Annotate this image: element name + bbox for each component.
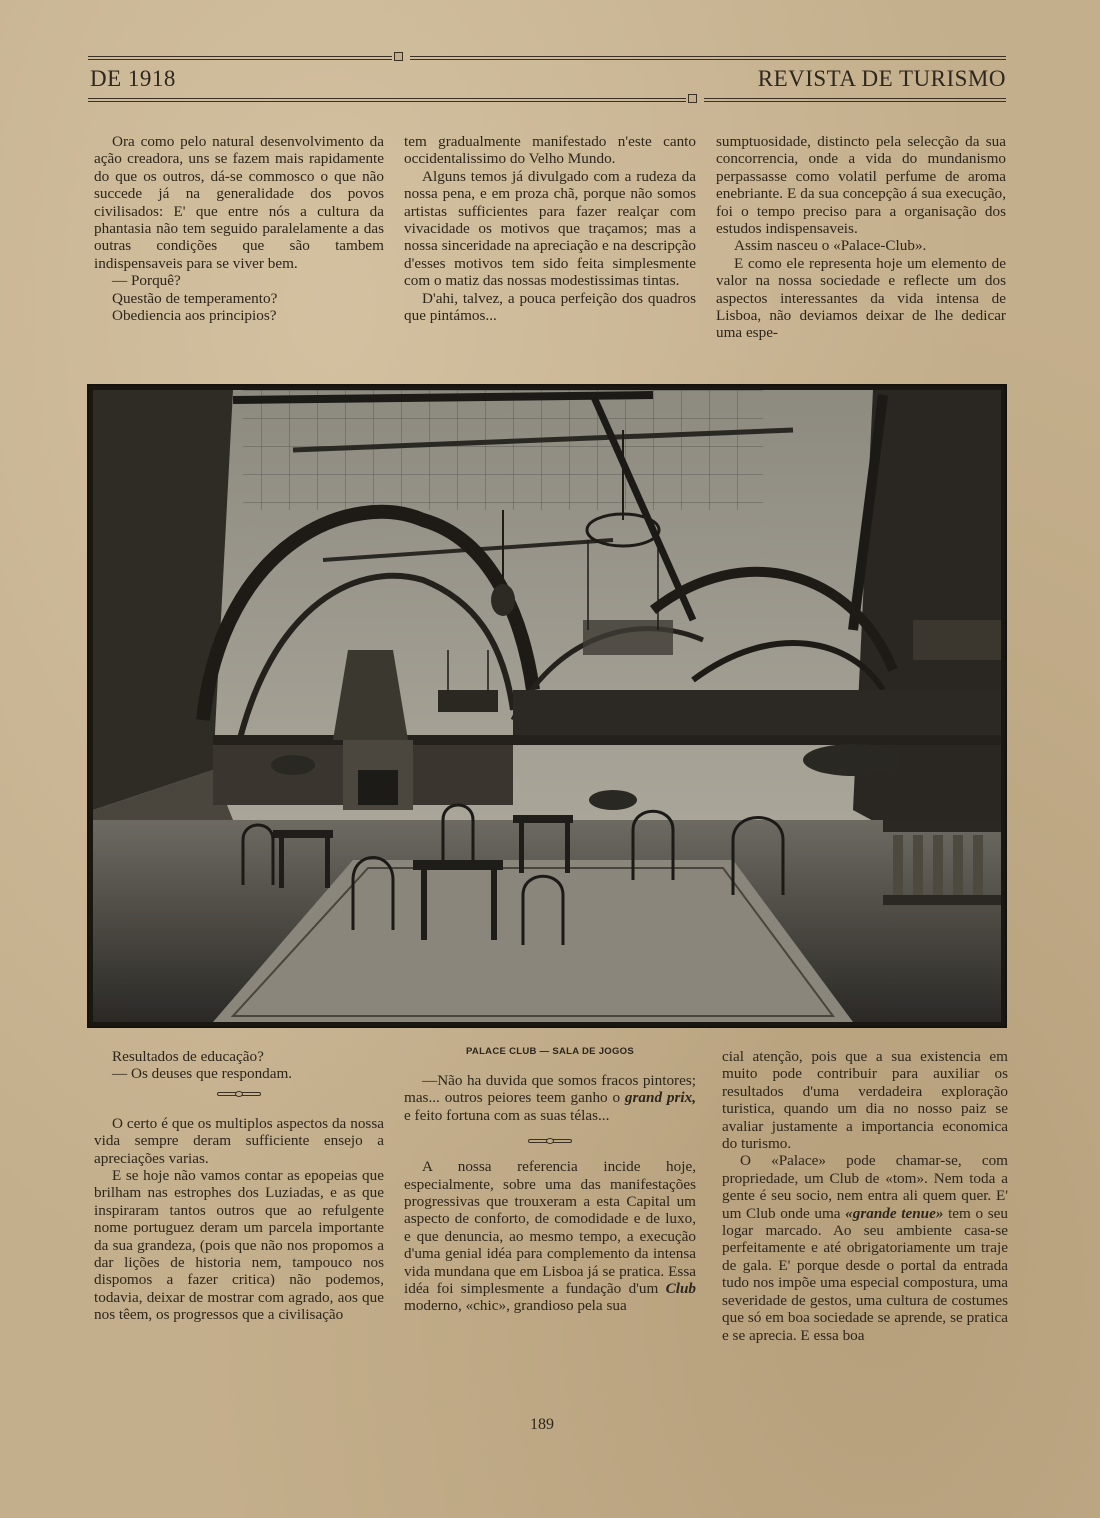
column-1-bottom [94, 1048, 384, 1324]
emphasis: grand prix, [624, 1089, 696, 1107]
text-run: e feito fortuna com as suas télas... [404, 1106, 610, 1124]
column-2-top [404, 133, 696, 324]
paragraph [404, 1158, 696, 1315]
paragraph [404, 1072, 696, 1124]
emphasis: «grande tenue» [845, 1204, 944, 1222]
header-rule-top-right [410, 56, 1006, 60]
paragraph: Resultados de educação? [112, 1048, 264, 1065]
text-run: tem o seu logar marcado. Ao seu ambiente casa-se perfeitamente e até obrigatoriamente um traje de gala. E' porque desde o portal da entrada tudo nos impõe uma especial compostura, uma severidade de gestos, uma cultura de costumes que só em boa sociedade se aprende, se pratica e se aprecia. E essa boa [722, 1204, 1008, 1344]
column-3-bottom [722, 1048, 1008, 1344]
paragraph: tem gradualmente manifestado n'este canto occidentalissimo do Velho Mundo. [404, 133, 696, 168]
header-magazine-title: REVISTA DE TURISMO [757, 66, 1006, 91]
paragraph: Obediencia aos principios? [112, 307, 277, 325]
text-run: —Não ha duvida que somos fracos pintores; mas... outros peiores teem ganho o [404, 1072, 696, 1107]
paragraph: Assim nasceu o «Palace-Club». [734, 237, 927, 255]
header-rule-bottom-right [704, 98, 1006, 102]
column-2-bottom [404, 1072, 696, 1315]
column-3-top [716, 133, 1006, 342]
paragraph: — Porquê? [112, 272, 181, 290]
page-number: 189 [530, 1416, 554, 1433]
ornamental-divider [528, 1138, 572, 1144]
header-rule-bottom-left [88, 98, 686, 102]
text-run: O «Palace» pode chamar-se, com propriedade, um Club de «tom». Nem toda a gente é seu socio, nem entra ali quem quer. E' um Club onde uma [722, 1152, 1008, 1222]
header-rule-top-left [88, 56, 392, 60]
ornamental-divider [217, 1091, 261, 1097]
text-run: A nossa referencia incide hoje, especialmente, sobre uma das manifestações progressivas que trouxeram a esta Capital um aspecto de conforto, de comodidade e de luxo, e que denuncia, ao mesmo tempo, a execução d'uma genial idéa para complemento da intensa vida mundana que em Lisboa já se pratica. Essa idéa foi simplesmente a fundação d'um [404, 1158, 696, 1298]
header-ornament-top [394, 52, 403, 61]
header-ornament-bottom [688, 94, 697, 103]
paragraph: Ora como pelo natural desenvolvimento da ação creadora, uns se fazem mais rapidamente do que os outros, dá-se commosco o que não succede já na generalidade dos povos civilisados: E' que entre nós a cultura da phantasia não tem seguido paralelamente a das outras condições que são tambem indispensaveis para se viver bem. [94, 133, 384, 272]
paragraph: sumptuosidade, distincto pela selecção da sua concorrencia, onde a vida do mundanismo perpassasse como volatil perfume de aroma enebriante. E da sua concepção á sua execução, foi o tempo preciso para a organisação dos estudos indispensaveis. [716, 133, 1006, 238]
header-date: DE 1918 [90, 66, 176, 91]
paragraph: O certo é que os multiplos aspectos da nossa vida sempre deram sufficiente ensejo a apreciações varias. [94, 1114, 384, 1167]
photo-illustration [93, 390, 1001, 1022]
photo-caption: PALACE CLUB — SALA DE JOGOS [465, 1046, 635, 1057]
paragraph: D'ahi, talvez, a pouca perfeição dos quadros que pintámos... [404, 289, 696, 325]
paragraph: cial atenção, pois que a sua existencia em muito pode contribuir para auxiliar os resultados d'uma verdadeira exploração turistica, quando um dia no nosso paiz se avaliar justamente a importancia economica do turismo. [722, 1048, 1008, 1153]
paragraph [722, 1152, 1008, 1343]
text-run: moderno, «chic», grandioso pela sua [404, 1297, 627, 1315]
column-1-top [94, 133, 384, 324]
paragraph: Alguns temos já divulgado com a rudeza da nossa pena, e em proza chã, porque não somos artistas sufficientes para fazer realçar com vivacidade os motivos que traçamos; mas a nossa sinceridade na apreciação e na descripção d'esses motivos tem sido feita simplesmente com o matiz das nossas modestissimas tintas. [404, 167, 696, 290]
paragraph: E como ele representa hoje um elemento de valor na nossa sociedade e reflecte um dos aspectos interessantes da vida intensa de Lisboa, não deviamos deixar de lhe dedicar uma espe- [716, 254, 1006, 342]
paragraph: Questão de temperamento? [112, 289, 278, 307]
paragraph: E se hoje não vamos contar as epopeias que brilham nas estrophes dos Luziadas, e as que inspiraram tantos outros que ao refulgente nome portuguez deram um parcela importante da sua grandeza, (pois que não nos propomos a dar lições de historia nem, tampouco nos dispomos a fazer critica) não podemos, todavia, deixar de mostrar com agrado, aos que nos têem, os progressos que a civilisação [94, 1167, 384, 1324]
emphasis: Club [665, 1280, 696, 1298]
paragraph: — Os deuses que respondam. [112, 1065, 293, 1083]
photo-palace-club-game-room [87, 384, 1007, 1028]
